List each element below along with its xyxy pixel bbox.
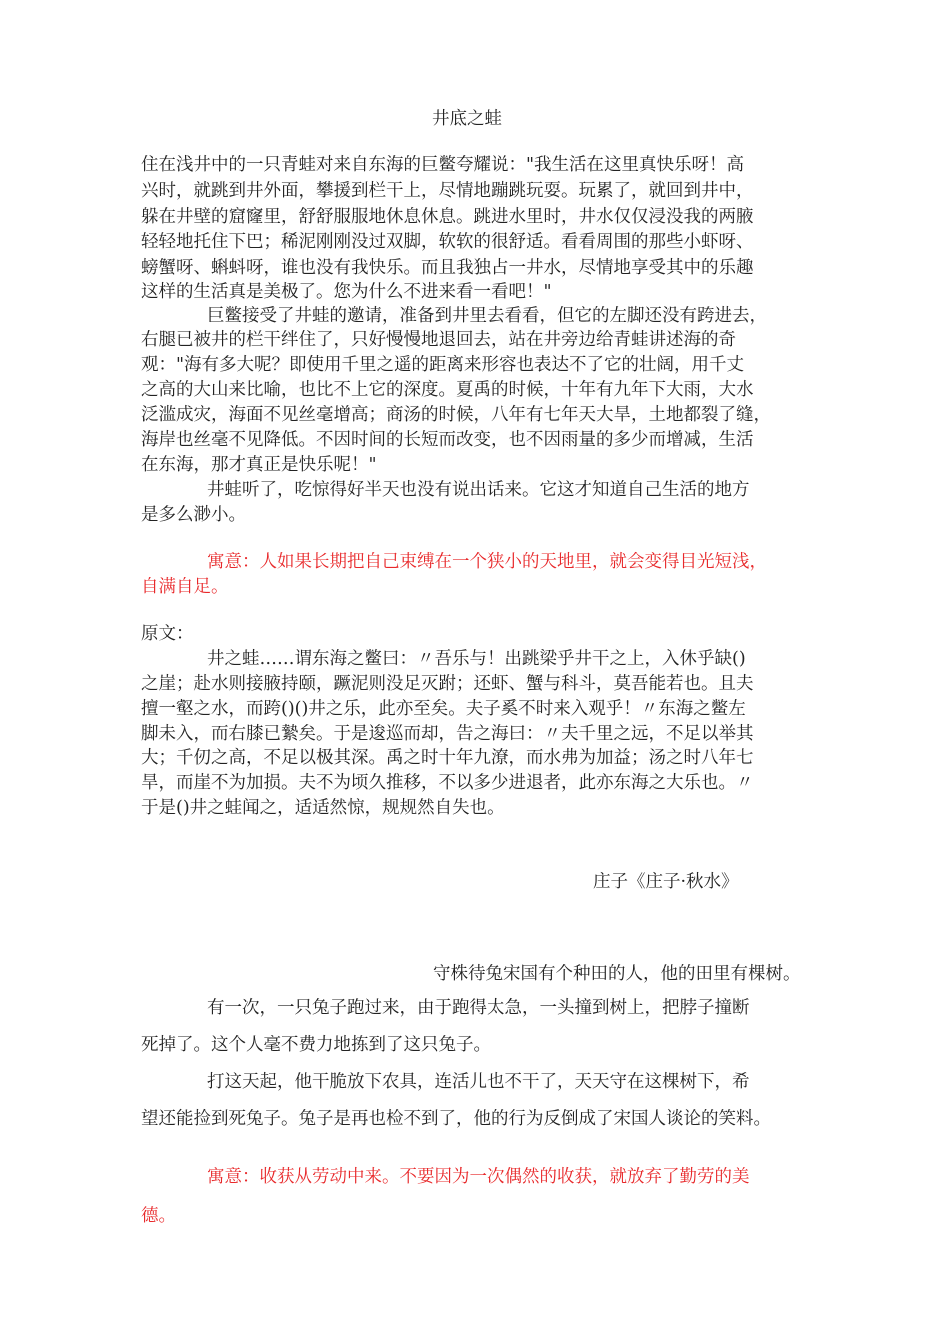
paragraph-line: 轻轻地托住下巴；稀泥刚刚没过双脚，软软的很舒适。看看周围的那些小虾呀、 [141,232,754,252]
paragraph-line: 之高的大山来比喻，也比不上它的深度。夏禹的时候，十年有九年下大雨，大水 [141,380,754,400]
paragraph-line: 死掉了。这个人毫不费力地拣到了这只兔子。 [141,1035,491,1055]
original-text-line: 擅一壑之水，而跨()()井之乐，此亦至矣。夫子奚不时来入观乎！〃东海之鳖左 [141,699,746,719]
paragraph-line: 井蛙听了，吃惊得好半天也没有说出话来。它这才知道自己生活的地方 [207,480,750,500]
original-text-line: 脚未入，而右膝已縶矣。于是逡巡而却，告之海曰：〃夫千里之远，不足以举其 [141,724,754,744]
paragraph-line: 螃蟹呀、蝌蚪呀，谁也没有我快乐。而且我独占一井水，尽情地享受其中的乐趣 [141,258,754,278]
original-text-line: 旱，而崖不为加损。夫不为顷久推移，不以多少进退者，此亦东海之大乐也。〃 [141,773,754,793]
original-text-line: 井之蛙……谓东海之鳖曰：〃吾乐与！出跳梁乎井干之上，入休乎缺() [207,649,746,669]
paragraph-line: 泛滥成灾，海面不见丝毫增高；商汤的时候，八年有七年天大旱，土地都裂了缝， [141,405,771,425]
moral-line: 寓意：收获从劳动中来。不要因为一次偶然的收获，就放弃了勤劳的美 [207,1167,750,1187]
paragraph-line: 在东海，那才真正是快乐呢！" [141,455,377,475]
paragraph-line: 躲在井壁的窟窿里，舒舒服服地休息休息。跳进水里时，井水仅仅浸没我的两腋 [141,207,754,227]
story-title-line: 守株待兔宋国有个种田的人，他的田里有棵树。 [433,964,801,984]
story-title: 井底之蛙 [432,109,502,129]
paragraph-line: 这样的生活真是美极了。您为什么不进来看一看吧！" [141,282,552,302]
paragraph-line: 住在浅井中的一只青蛙对来自东海的巨鳖夸耀说："我生活在这里真快乐呀！高 [141,155,745,175]
moral-line: 自满自足。 [141,577,229,597]
paragraph-line: 兴时，就跳到井外面，攀援到栏干上，尽情地蹦跳玩耍。玩累了，就回到井中， [141,181,754,201]
paragraph-line: 望还能捡到死兔子。兔子是再也检不到了，他的行为反倒成了宋国人谈论的笑料。 [141,1109,771,1129]
paragraph-line: 有一次，一只兔子跑过来，由于跑得太急，一头撞到树上，把脖子撞断 [207,998,750,1018]
original-text-line: 于是()井之蛙闻之，适适然惊，规规然自失也。 [141,798,505,818]
original-text-line: 大；千仞之高，不足以极其深。禹之时十年九潦，而水弗为加益；汤之时八年七 [141,748,754,768]
paragraph-line: 是多么渺小。 [141,505,246,525]
moral-line: 德。 [141,1206,176,1226]
paragraph-line: 海岸也丝毫不见降低。不因时间的长短而改变，也不因雨量的多少而增减，生活 [141,430,754,450]
paragraph-line: 巨鳖接受了井蛙的邀请，准备到井里去看看，但它的左脚还没有跨进去， [207,306,767,326]
moral-line: 寓意：人如果长期把自己束缚在一个狭小的天地里，就会变得目光短浅， [207,552,767,572]
paragraph-line: 观："海有多大呢？即使用千里之遥的距离来形容也表达不了它的壮阔，用千丈 [141,355,745,375]
paragraph-line: 打这天起，他干脆放下农具，连活儿也不干了，天天守在这棵树下，希 [207,1072,750,1092]
original-text-line: 之崖；赴水则接腋持颐，蹶泥则没足灭跗；还虾、蟹与科斗，莫吾能若也。且夫 [141,674,754,694]
paragraph-line: 右腿已被井的栏干绊住了，只好慢慢地退回去，站在井旁边给青蛙讲述海的奇 [141,330,736,350]
original-text-label: 原文： [141,624,194,644]
source-citation: 庄子《庄子·秋水》 [593,872,739,892]
